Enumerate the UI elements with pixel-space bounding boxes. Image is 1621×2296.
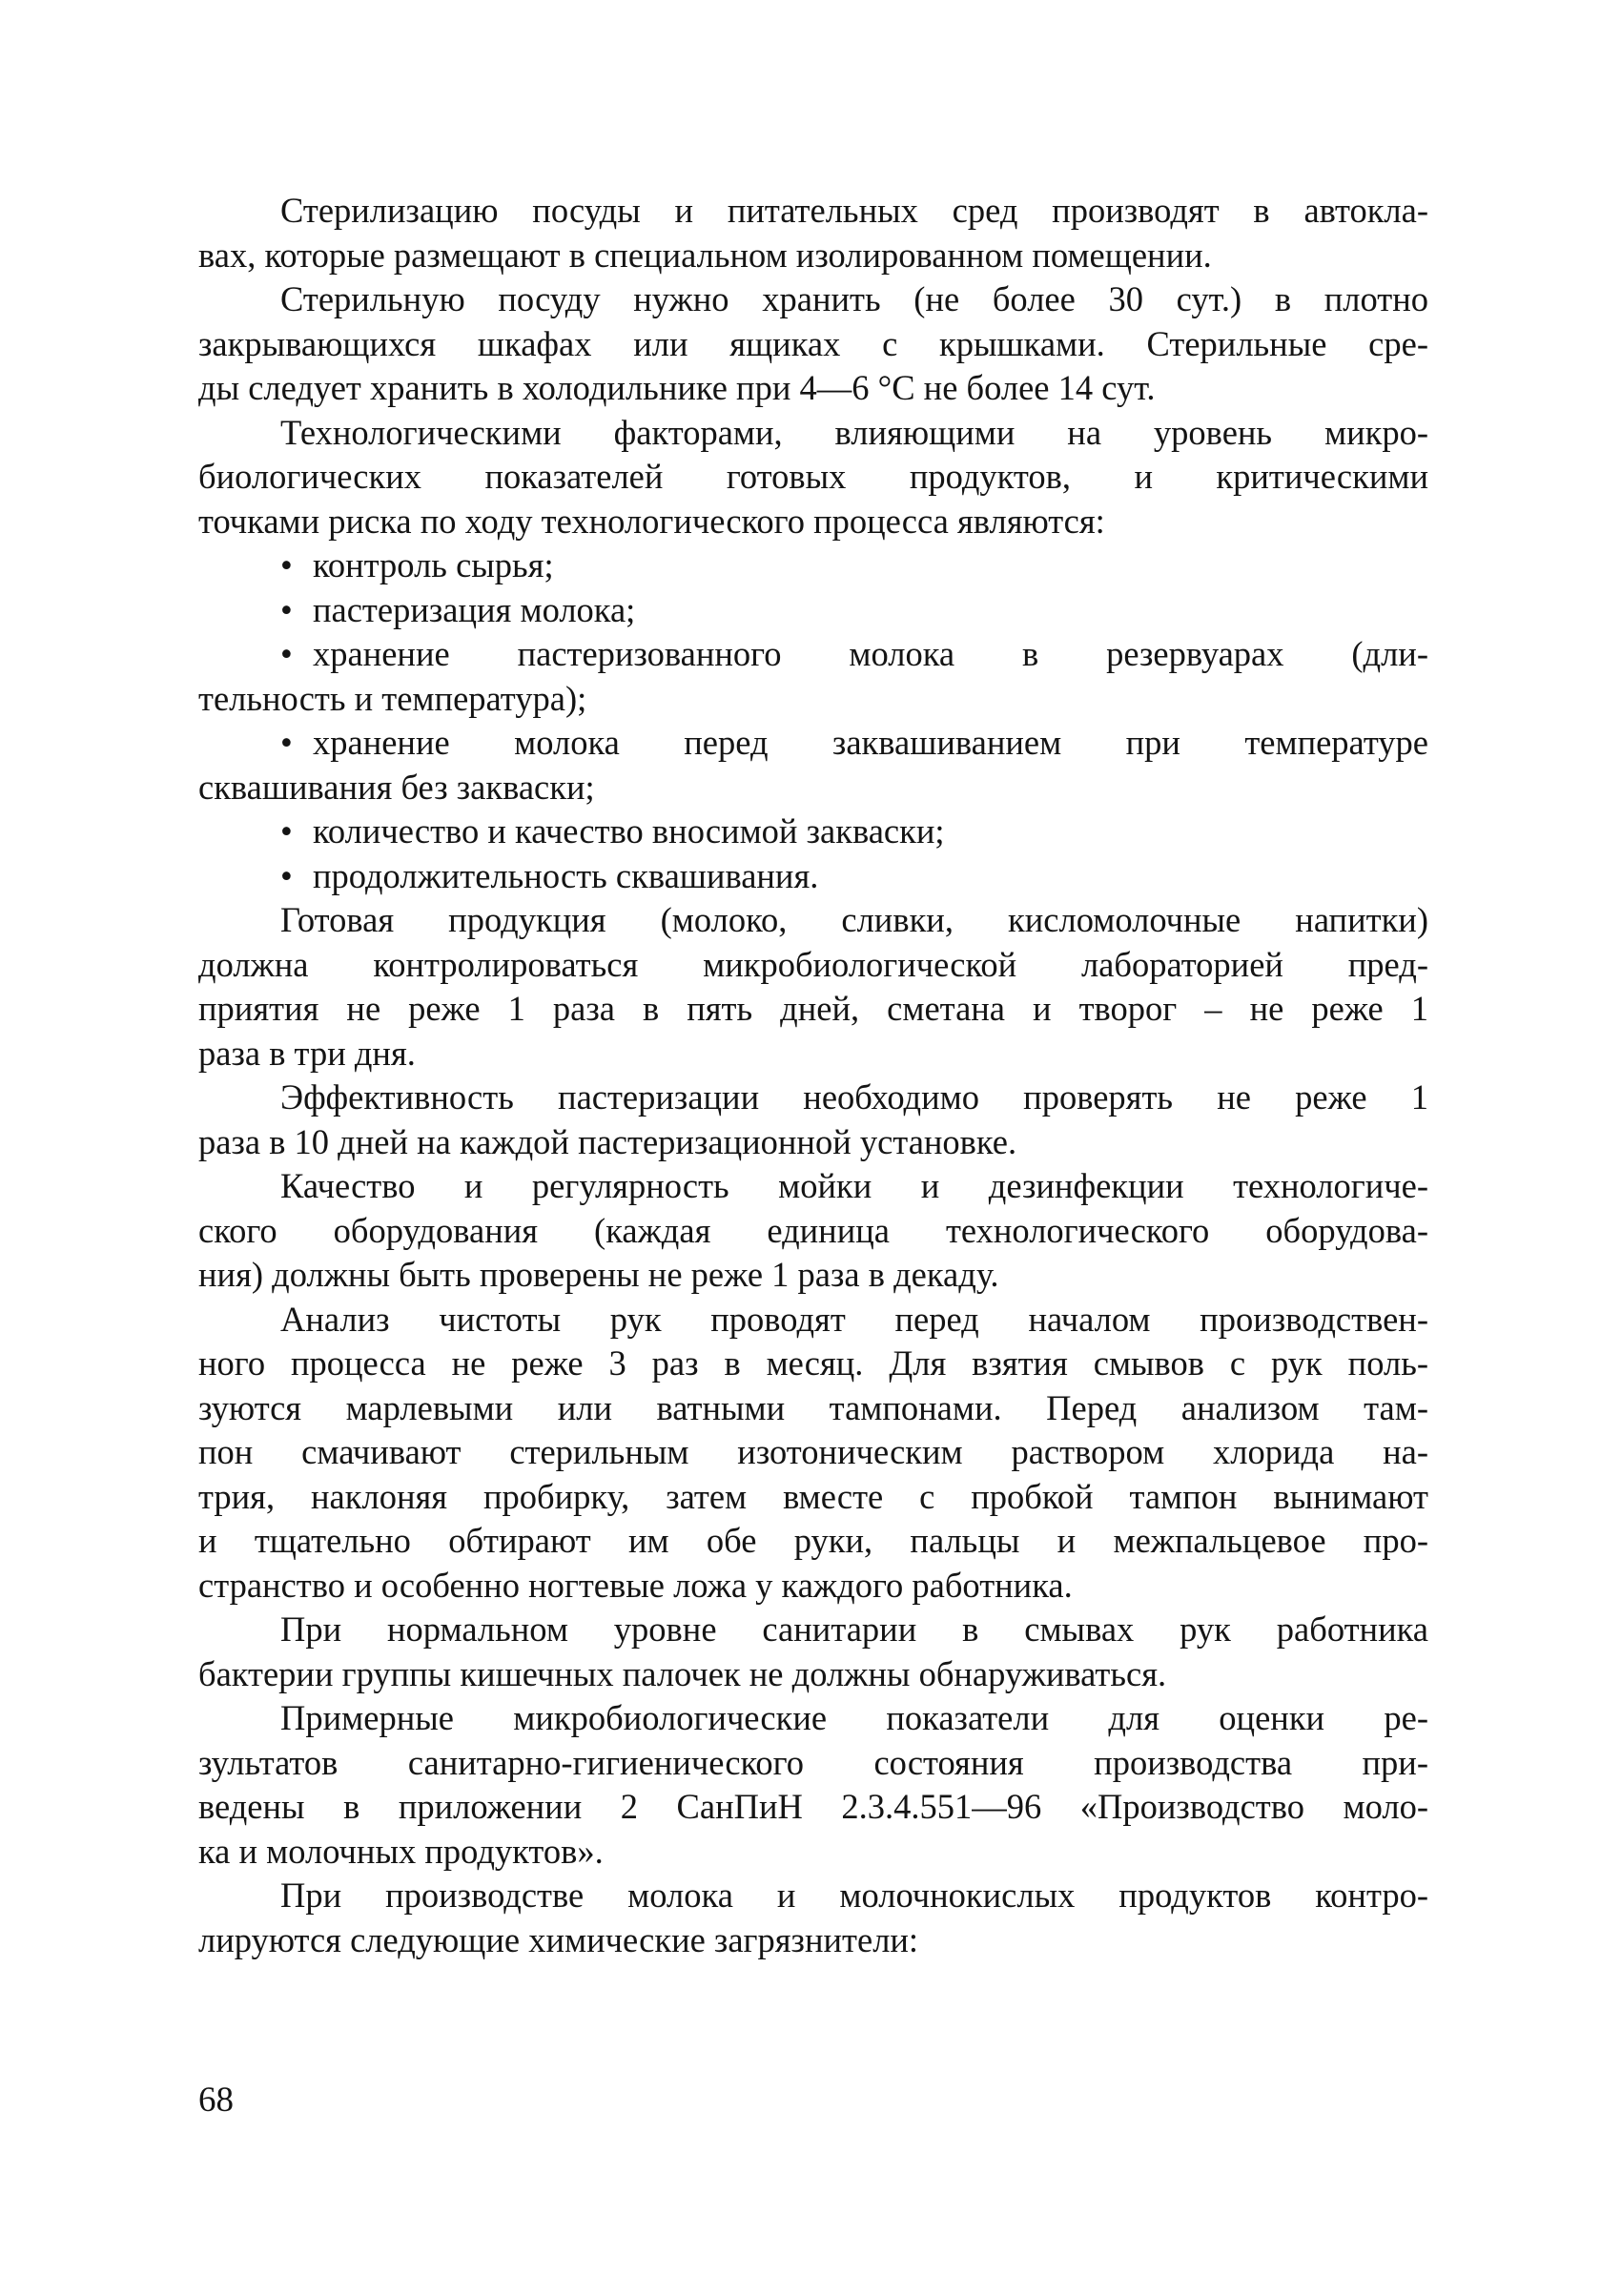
paragraph	[198, 189, 1428, 277]
bullet-item	[198, 810, 1428, 854]
text-line	[198, 588, 1428, 633]
text-line	[198, 1430, 1428, 1475]
text-line	[198, 810, 1428, 854]
paragraph	[198, 1608, 1428, 1696]
paragraph	[198, 1874, 1428, 1962]
text-line	[198, 1519, 1428, 1564]
bullet-icon: •	[280, 545, 293, 584]
text-line	[198, 500, 1428, 544]
line-text: ды следует хранить в холодильнике при 4—6 °С не более 14 сут.	[198, 368, 1156, 407]
line-text: ведены в приложении 2 СанПиН 2.3.4.551—96 «Производство моло-	[198, 1787, 1428, 1826]
line-text: трия, наклоняя пробирку, затем вместе с пробкой тампон вынимают	[198, 1476, 1428, 1516]
line-text: пон смачивают стерильным изотоническим раствором хлорида на-	[198, 1432, 1428, 1471]
paragraph	[198, 1076, 1428, 1164]
line-text: количество и качество вносимой закваски;	[313, 811, 945, 851]
text-line	[198, 1874, 1428, 1918]
paragraph	[198, 411, 1428, 544]
line-text: ского оборудования (каждая единица технологического оборудова-	[198, 1210, 1428, 1250]
text-line	[198, 1164, 1428, 1209]
body-text	[198, 189, 1428, 1962]
paragraph	[198, 1164, 1428, 1298]
text-line	[198, 455, 1428, 500]
text-line	[198, 1298, 1428, 1343]
text-line	[198, 411, 1428, 456]
line-text: зуются марлевыми или ватными тампонами. Перед анализом там-	[198, 1387, 1428, 1427]
text-line	[198, 1830, 1428, 1875]
line-text: Готовая продукция (молоко, сливки, кисломолочные напитки)	[280, 900, 1428, 939]
text-line	[198, 1564, 1428, 1609]
text-line	[198, 1475, 1428, 1520]
line-text: бактерии группы кишечных палочек не должны обнаруживаться.	[198, 1653, 1167, 1693]
text-line	[198, 854, 1428, 899]
line-text: пастеризация молока;	[313, 589, 636, 629]
paragraph	[198, 277, 1428, 411]
line-text: и тщательно обтирают им обе руки, пальцы и межпальцевое про-	[198, 1521, 1428, 1560]
line-text: Стерилизацию посуды и питательных сред производят в автокла-	[280, 191, 1428, 230]
text-line	[198, 766, 1428, 810]
paragraph	[198, 1696, 1428, 1874]
text-line	[198, 1076, 1428, 1120]
line-text: Эффективность пастеризации необходимо проверять не реже 1	[280, 1077, 1428, 1117]
text-line	[198, 987, 1428, 1032]
line-text: контроль сырья;	[313, 545, 554, 584]
text-line	[198, 1785, 1428, 1830]
text-line	[198, 277, 1428, 322]
line-text: тельность и температура);	[198, 678, 587, 718]
line-text: раза в три дня.	[198, 1033, 416, 1073]
bullet-item	[198, 632, 1428, 721]
text-line	[198, 1032, 1428, 1076]
bullet-icon: •	[280, 723, 293, 762]
line-text: лируются следующие химические загрязнители:	[198, 1919, 919, 1959]
line-text: сквашивания без закваски;	[198, 767, 595, 807]
line-text: Примерные микробиологические показатели для оценки ре-	[280, 1698, 1428, 1737]
text-line	[198, 1918, 1428, 1963]
bullet-icon: •	[280, 855, 293, 895]
line-text: При производстве молока и молочнокислых продуктов контро-	[280, 1876, 1428, 1915]
page-number: 68	[198, 2081, 234, 2120]
bullet-item	[198, 543, 1428, 588]
text-line	[198, 1608, 1428, 1652]
text-line	[198, 721, 1428, 766]
line-text: должна контролироваться микробиологической лабораторией пред-	[198, 944, 1428, 984]
text-line	[198, 1342, 1428, 1386]
line-text: Анализ чистоты рук проводят перед началом производствен-	[280, 1299, 1428, 1339]
text-line	[198, 1120, 1428, 1165]
text-line	[198, 898, 1428, 943]
line-text: Качество и регулярность мойки и дезинфекции технологиче-	[280, 1166, 1428, 1205]
line-text: точками риска по ходу технологического процесса являются:	[198, 501, 1105, 541]
text-line	[198, 1253, 1428, 1298]
line-text: хранение пастеризованного молока в резервуарах (дли-	[313, 634, 1428, 673]
text-line	[198, 322, 1428, 367]
bullet-item	[198, 721, 1428, 810]
text-line	[198, 677, 1428, 722]
bullet-icon: •	[280, 811, 293, 851]
text-line	[198, 1652, 1428, 1697]
text-line	[198, 366, 1428, 411]
line-text: раза в 10 дней на каждой пастеризационной установке.	[198, 1121, 1017, 1161]
line-text: вах, которые размещают в специальном изолированном помещении.	[198, 235, 1212, 275]
text-line	[198, 1209, 1428, 1254]
text-line	[198, 632, 1428, 677]
text-line	[198, 189, 1428, 234]
line-text: хранение молока перед заквашиванием при температуре	[313, 723, 1428, 762]
line-text: ния) должны быть проверены не реже 1 раза в декаду.	[198, 1255, 999, 1294]
bullet-item	[198, 588, 1428, 633]
text-line	[198, 234, 1428, 278]
line-text: ного процесса не реже 3 раз в месяц. Для взятия смывов с рук поль-	[198, 1343, 1428, 1383]
bullet-item	[198, 854, 1428, 899]
text-line	[198, 1386, 1428, 1431]
bullet-icon: •	[280, 634, 293, 673]
line-text: Технологическими факторами, влияющими на уровень микро-	[280, 412, 1428, 452]
paragraph	[198, 1298, 1428, 1609]
text-line	[198, 543, 1428, 588]
line-text: приятия не реже 1 раза в пять дней, сметана и творог – не реже 1	[198, 989, 1428, 1028]
line-text: зультатов санитарно-гигиенического состояния производства при-	[198, 1742, 1428, 1782]
line-text: Стерильную посуду нужно хранить (не более 30 сут.) в плотно	[280, 279, 1428, 318]
bullet-icon: •	[280, 589, 293, 629]
line-text: При нормальном уровне санитарии в смывах рук работника	[280, 1609, 1428, 1649]
line-text: биологических показателей готовых продуктов, и критическими	[198, 457, 1428, 496]
line-text: продолжительность сквашивания.	[313, 855, 819, 895]
line-text: ка и молочных продуктов».	[198, 1831, 604, 1871]
text-line	[198, 943, 1428, 988]
text-line	[198, 1741, 1428, 1786]
paragraph	[198, 898, 1428, 1076]
line-text: странство и особенно ногтевые ложа у каждого работника.	[198, 1565, 1073, 1605]
text-line	[198, 1696, 1428, 1741]
line-text: закрывающихся шкафах или ящиках с крышками. Стерильные сре-	[198, 323, 1428, 363]
